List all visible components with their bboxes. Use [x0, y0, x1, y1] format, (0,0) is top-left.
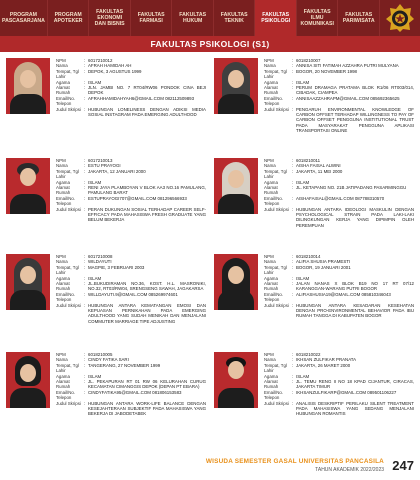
- graduate-photo: [214, 58, 258, 114]
- graduate-info: NPM : 6018210007 Nama : ANNISA SITI FATIMAH AZZAHRA PUTRI MULYANA Tempat, Tgl Lahir : BOGOR, 20 NOVEMBER 1998 Agama : ISLAM Alamat Rumah : PERUM DRAMAGA PRATAMA BLOK R1/06 RT003/014, CIBADAK, CIAMPEA Email/No. Telepon : ANNISAAZZAHRAPM@GMAIL.COM 085692365625 Judul Skripsi : PENGARUH ENVIRONMENTAL KNOWLEDGE OF CARBON OFFSET TERHADAP WILLINGNESS TO PAY OF CARBON OFFSET PENGGUNA INSTITUTIONAL TRUST PADA MASYARAKAT PENGGUNA APLIKASI TRANSPORTASI ONLINE: [264, 58, 414, 134]
- graduate-photo: [214, 158, 258, 214]
- tab-farmasi[interactable]: FAKULTAS FARMASI: [131, 0, 173, 36]
- email-value: WILLDAYUTI.9@GMAIL.COM 085269974601: [88, 291, 178, 297]
- npm-value: 6018210005: [88, 352, 113, 357]
- thesis-value: HUBUNGAN ANTARA KESADARAN KESEHATAN DENGAN PRO-ENVIRONMENTAL BEHAVIOR PADA IBU RUMAH TANGGA DI KABUPATEN BOGOR: [296, 302, 414, 319]
- tab-teknik[interactable]: FAKULTAS TEKNIK: [214, 0, 256, 36]
- religion-value: ISLAM: [296, 79, 310, 85]
- thesis-value: HUBUNGAN LONELINESS DENGAN ADIKSI MEDIA SOSIAL INSTAGRAM PADA EMERGING ADULTHOOD: [88, 106, 206, 118]
- graduate-card: [214, 254, 414, 348]
- birth-value: TANGERANG, 27 NOVEMBER 1999: [88, 362, 161, 368]
- religion-value: ISLAM: [296, 373, 310, 379]
- npm-value: 6017210013: [88, 158, 113, 163]
- graduate-card: [214, 58, 414, 152]
- npm-value: 6018210011: [296, 158, 321, 163]
- graduate-card: [6, 58, 206, 152]
- name-value: ESTU PRAYOGI: [88, 163, 121, 169]
- thesis-value: HUBUNGAN ANTARA KEMATANGAN EMOSI DAN KEPUASAN PERNIKAHAN PADA EMERGING ADULTHOOD YANG SUDAH MENIKAH DAN MENJALANI COMMUTER MARRIAGE TIPE ADJUSTING: [88, 302, 206, 324]
- thesis-value: HUBUNGAN ANTARA IDEOLOGI MASKULIN DENGAN PSYCHOLOGICAL STRAIN PADA LAKI-LAKI DILINGKUNGAN KERJA YANG DIPIMPIN OLEH PEREMPUAN: [296, 206, 414, 228]
- birth-value: JAKARTA, 11 MEI 2000: [296, 168, 343, 174]
- address-value: JALAN NANAS X BLOK B19 NO 17 RT 07/12 KARANGGAN-WARANG PUTRI BOGOR: [296, 281, 414, 292]
- graduate-card: [214, 158, 414, 252]
- graduate-info: NPM : 6018210011 Nama : AISHA FAISAL ALWINI Tempat, Tgl Lahir : JAKARTA, 11 MEI 2000 Agama : ISLAM Alamat Rumah : JL. KETAPANG NO. 21B JATIPADANG PASARMINGGU Email/No. Telepon : AISHAFAISAL@GMAIL.COM 087788310570 Judul Skripsi : HUBUNGAN ANTARA IDEOLOGI MASKULIN DENGAN PSYCHOLOGICAL STRAIN PADA LAKI-LAKI DILINGKUNGAN KERJA YANG DIPIMPIN OLEH PEREMPUAN: [264, 158, 414, 228]
- email-value: AISHAFAISAL@GMAIL.COM 087788310570: [296, 195, 385, 201]
- graduate-info: NPM : 6017210008 Nama : WILDAYUTI Tempat, Tgl Lahir : MAGPIE, 3 FEBRUARI 2003 Agama : ISLAM Alamat Rumah : JL.BUKUDIRAMAN NO.36, KOST. H.L. MASRONIKI, NO.32, RT03/RW04, SRENGSENG SAWAH, JAGAKARSA Email/No. Telepon : WILLDAYUTI.9@GMAIL.COM 085269974601 Judul Skripsi : HUBUNGAN ANTARA KEMATANGAN EMOSI DAN KEPUASAN PERNIKAHAN PADA EMERGING ADULTHOOD YANG SUDAH MENIKAH DAN MENJALANI COMMUTER MARRIAGE TIPE ADJUSTING: [56, 254, 206, 324]
- faculty-nav: [0, 0, 420, 36]
- graduate-photo: [214, 352, 258, 408]
- name-value: WILDAYUTI: [88, 259, 112, 265]
- graduate-info: NPM : 6017210012 Nama : AFRAH HAMIDAH AH Tempat, Tgl Lahir : DEPOK, 3 AGUSTUS 1999 Agama : ISLAM Alamat Rumah : JLN. JAMBI NO. 7 RT04/RW06 PONDOK CINA BEJI DEPOK Email/No. Telepon : AFRAHHAMIDAHYAH6@GMAIL.COM 082112509893 Judul Skripsi : HUBUNGAN LONELINESS DENGAN ADIKSI MEDIA SOSIAL INSTAGRAM PADA EMERGING ADULTHOOD: [56, 58, 206, 118]
- religion-value: ISLAM: [296, 275, 310, 281]
- birth-value: BOGOR, 20 NOVEMBER 1998: [296, 68, 358, 74]
- graduate-photo: [6, 158, 50, 214]
- graduate-info: NPM : 6018210022 Nama : IKHSAN ZULFIKAR PRANATA Tempat, Tgl Lahir : JAKARTA, 26 MARET 2000 Agama : ISLAM Alamat Rumah : JL. TEMU RENG II NO 18 KPAD CIJANTUR, CIRACAS, JAKARTA TIMUR Email/No. Telepon : IKHSANZULFIKARP@GMAIL.COM 089501106227 Judul Skripsi : ANALISIS DESKRIPTIF PERILAKU SILENT TREATMENT PADA MAHASISWA YANG SEDANG MENJALANI HUBUNGAN ROMANTIS: [264, 352, 414, 417]
- tab-pascasarjana[interactable]: PROGRAM PASCASARJANA: [0, 0, 48, 36]
- religion-value: ISLAM: [88, 275, 102, 281]
- tab-ekonomi-bisnis[interactable]: FAKULTAS EKONOMI DAN BISNIS: [89, 0, 131, 36]
- religion-value: ISLAM: [88, 373, 102, 379]
- name-value: AISHA FAISAL ALWINI: [296, 163, 341, 169]
- thesis-value: PERAN DUKUNGAN SOSIAL TERHADAP CAREER SELF-EFFICACY PADA MAHASISWA FRESH GRADUATE YANG BELUM BEKERJA: [88, 206, 206, 223]
- page-banner: [0, 36, 420, 52]
- address-value: JL.BUKUDIRAMAN NO.36, KOST. H.L. MASRONIKI, NO.32, RT03/RW04, SRENGSENG SAWAH, JAGAKARSA: [88, 281, 206, 292]
- university-seal-icon: [385, 3, 415, 33]
- graduate-photo: [214, 254, 258, 310]
- graduate-photo: [6, 352, 50, 408]
- graduate-card: [6, 254, 206, 348]
- npm-value: 6018210014: [296, 254, 321, 259]
- npm-value: 6018210022: [296, 352, 321, 357]
- tab-hukum[interactable]: FAKULTAS HUKUM: [172, 0, 214, 36]
- address-value: JL. TEMU RENG II NO 18 KPAD CIJANTUR, CIRACAS, JAKARTA TIMUR: [296, 379, 414, 390]
- graduates-grid: [6, 58, 414, 450]
- graduate-card: [6, 352, 206, 446]
- address-value: JL. KETAPANG NO. 21B JATIPADANG PASARMINGGU: [296, 185, 407, 191]
- religion-value: ISLAM: [296, 179, 310, 185]
- email-value: ALIFIASHUSIA19@GMAIL.COM 085810346043: [296, 291, 391, 297]
- religion-value: ISLAM: [88, 179, 102, 185]
- address-value: JLN. JAMBI NO. 7 RT04/RW06 PONDOK CINA BEJI DEPOK: [88, 85, 206, 96]
- tab-ilmu-komunikasi[interactable]: FAKULTAS ILMU KOMUNIKASI: [297, 0, 339, 36]
- graduate-info: NPM : 6018210005 Nama : CINDY FATIKA SARI Tempat, Tgl Lahir : TANGERANG, 27 NOVEMBER 1999 Agama : ISLAM Alamat Rumah : JL. PEKAPURAN RT 01 RW 06 KELURAHAN CURUG KECAMATAN CIMANGGIS DEPOK (DEPAN PT EBARA) Email/No. Telepon : CINDYFATIKA95@GMAIL.COM 081806153583 Judul Skripsi : HUBUNGAN ANTARA WORK-LIFE BALANCE DENGAN KESEJAHTERAAN SUBJEKTIF PADA MAHASISWA YANG BEKERJA DI JABODETABEK: [56, 352, 206, 417]
- university-logo: [380, 0, 420, 36]
- tab-pariwisata[interactable]: FAKULTAS PARIWISATA: [338, 0, 380, 36]
- name-value: CINDY FATIKA SARI: [88, 357, 129, 363]
- graduate-info: NPM : 6017210013 Nama : ESTU PRAYOGI Tempat, Tgl Lahir : JAKARTA, 12 JANUARI 2000 Agama : ISLAM Alamat Rumah : RENI JAYA PLAMBOYAN V BLOK AA3 NO.16 PAMULANG, PAMULANG BARAT Email/No. Telepon : ESTUPRAYOGI707@GMAIL.COM 081296566933 Judul Skripsi : PERAN DUKUNGAN SOSIAL TERHADAP CAREER SELF-EFFICACY PADA MAHASISWA FRESH GRADUATE YANG BELUM BEKERJA: [56, 158, 206, 223]
- name-value: ALIFIA SHUSIA PRAMESTI: [296, 259, 351, 265]
- graduate-info: NPM : 6018210014 Nama : ALIFIA SHUSIA PRAMESTI Tempat, Tgl Lahir : BOGOR, 19 JANUARI 2001 Agama : ISLAM Alamat Rumah : JALAN NANAS X BLOK B19 NO 17 RT 07/12 KARANGGAN-WARANG PUTRI BOGOR Email/No. Telepon : ALIFIASHUSIA19@GMAIL.COM 085810346043 Judul Skripsi : HUBUNGAN ANTARA KESADARAN KESEHATAN DENGAN PRO-ENVIRONMENTAL BEHAVIOR PADA IBU RUMAH TANGGA DI KABUPATEN BOGOR: [264, 254, 414, 319]
- email-value: IKHSANZULFIKARP@GMAIL.COM 089501106227: [296, 389, 397, 395]
- tab-apoteker[interactable]: PROGRAM APOTEKER: [48, 0, 90, 36]
- name-value: ANNISA SITI FATIMAH AZZAHRA PUTRI MULYANA: [296, 63, 399, 69]
- tab-psikologi[interactable]: FAKULTAS PSIKOLOGI: [255, 0, 297, 36]
- name-value: IKHSAN ZULFIKAR PRANATA: [296, 357, 357, 363]
- birth-value: DEPOK, 3 AGUSTUS 1999: [88, 68, 142, 74]
- npm-value: 6018210007: [296, 58, 321, 63]
- email-value: AFRAHHAMIDAHYAH6@GMAIL.COM 082112509893: [88, 95, 195, 101]
- address-value: PERUM DRAMAGA PRATAMA BLOK R1/06 RT003/014, CIBADAK, CIAMPEA: [296, 85, 414, 96]
- npm-value: 6017210008: [88, 254, 113, 259]
- graduate-card: [214, 352, 414, 446]
- address-value: JL. PEKAPURAN RT 01 RW 06 KELURAHAN CURUG KECAMATAN CIMANGGIS DEPOK (DEPAN PT EBARA): [88, 379, 206, 390]
- footer-subtitle: TAHUN AKADEMIK 2022/2023: [315, 467, 384, 473]
- graduate-photo: [6, 58, 50, 114]
- footer-title: WISUDA SEMESTER GASAL UNIVERSITAS PANCASILA: [205, 458, 384, 465]
- name-value: AFRAH HAMIDAH AH: [88, 63, 132, 69]
- page-number: 247: [392, 458, 414, 473]
- birth-value: BOGOR, 19 JANUARI 2001: [296, 264, 351, 270]
- address-value: RENI JAYA PLAMBOYAN V BLOK AA3 NO.16 PAMULANG, PAMULANG BARAT: [88, 185, 206, 196]
- graduate-photo: [6, 254, 50, 310]
- birth-value: JAKARTA, 26 MARET 2000: [296, 362, 351, 368]
- birth-value: JAKARTA, 12 JANUARI 2000: [88, 168, 146, 174]
- graduate-card: [6, 158, 206, 252]
- thesis-value: PENGARUH ENVIRONMENTAL KNOWLEDGE OF CARBON OFFSET TERHADAP WILLINGNESS TO PAY OF CARBON OFFSET PENGGUNA INSTITUTIONAL TRUST PADA MASYARAKAT PENGGUNA APLIKASI TRANSPORTASI ONLINE: [296, 106, 414, 134]
- thesis-value: HUBUNGAN ANTARA WORK-LIFE BALANCE DENGAN KESEJAHTERAAN SUBJEKTIF PADA MAHASISWA YANG BEKERJA DI JABODETABEK: [88, 400, 206, 417]
- email-value: CINDYFATIKA95@GMAIL.COM 081806153583: [88, 389, 182, 395]
- npm-value: 6017210012: [88, 58, 113, 63]
- email-value: ESTUPRAYOGI707@GMAIL.COM 081296566933: [88, 195, 187, 201]
- thesis-value: ANALISIS DESKRIPTIF PERILAKU SILENT TREATMENT PADA MAHASISWA YANG SEDANG MENJALANI HUBUNGAN ROMANTIS: [296, 400, 414, 417]
- birth-value: MAGPIE, 3 FEBRUARI 2003: [88, 264, 145, 270]
- page-footer: [0, 452, 420, 480]
- email-value: ANNISAAZZAHRAPM@GMAIL.COM 085692365625: [296, 95, 400, 101]
- religion-value: ISLAM: [88, 79, 102, 85]
- page-title: FAKULTAS PSIKOLOGI (S1): [150, 39, 270, 49]
